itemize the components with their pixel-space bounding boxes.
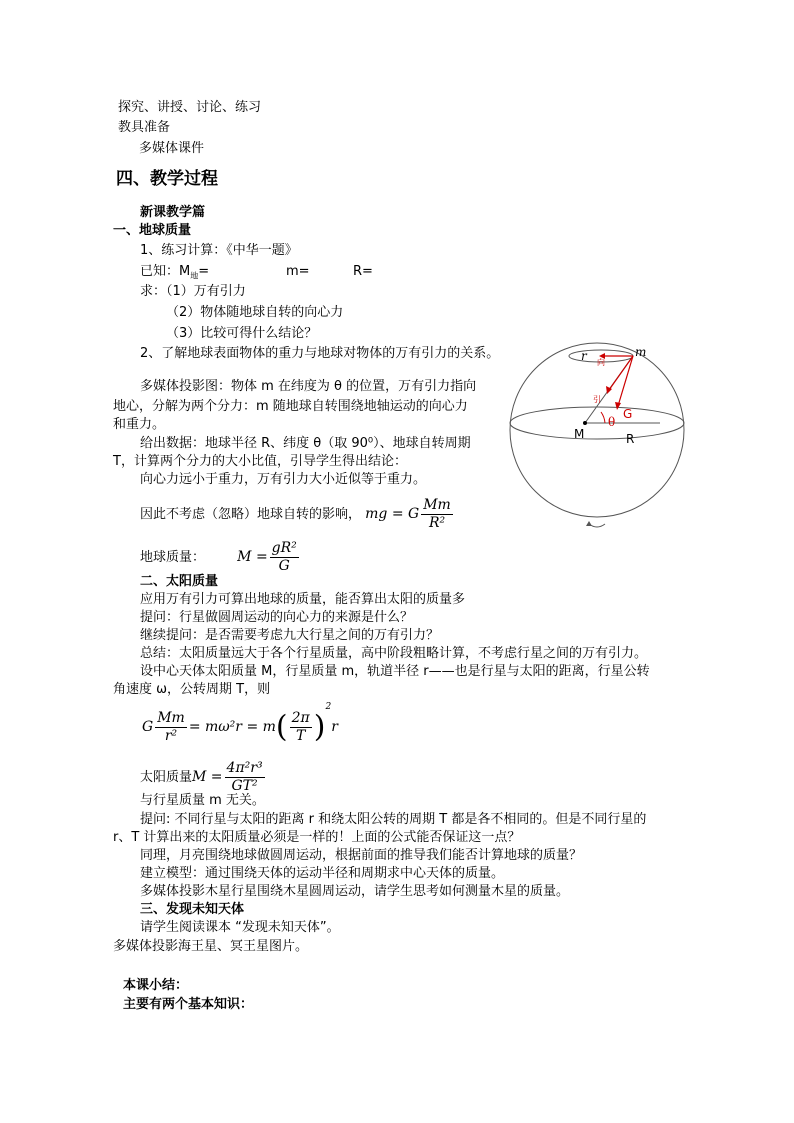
eq3-middle: = mω²r = m	[188, 719, 276, 735]
eq2-numerator: gR²	[271, 540, 297, 556]
sun-mass-line	[140, 760, 267, 795]
summary-subtitle: 主要有两个基本知识：	[123, 997, 254, 1012]
exercise-line: 1、练习计算：《中华一题》	[140, 243, 298, 258]
ask-line-2: （2）物体随地球自转的向心力	[166, 305, 344, 320]
part2-p3: 继续提问：是否需要考虑九大行星之间的万有引力？	[140, 628, 440, 643]
new-lesson-heading: 新课教学篇	[140, 205, 206, 220]
part2-p5b: 角速度 ω，公转周期 T，则	[113, 682, 271, 697]
eq1-fraction	[421, 497, 453, 532]
weight-arrowhead	[615, 402, 621, 410]
label-M: M	[574, 427, 585, 441]
eq3-end: r	[331, 719, 338, 735]
prep-title: 教具准备	[118, 120, 171, 135]
eq1-numerator: Mm	[423, 497, 451, 513]
label-r: r	[581, 349, 587, 363]
eq3-inner-numerator: 2π	[291, 709, 310, 726]
part2-p8: 同理，月亮围绕地球做圆周运动，根据前面的推导我们能否计算地球的质量？	[140, 848, 583, 863]
eq2-lhs: M =	[237, 549, 268, 565]
part2-p5a: 设中心天体太阳质量 M，行星质量 m，轨道半径 r——也是行星与太阳的距离，行星公转	[140, 664, 650, 679]
given-data-line-1: 给出数据：地球半径 R、纬度 θ（取 90⁰）、地球自转周期	[140, 436, 471, 451]
eq3-open-paren: (	[275, 709, 288, 745]
part3-p1: 请学生阅读课本 “发现未知天体”。	[140, 920, 340, 935]
equation-3	[142, 702, 338, 745]
given-sub: 地	[190, 271, 199, 281]
eq3-inner-fraction	[290, 710, 312, 745]
part2-p1: 应用万有引力可算出地球的质量，能否算出太阳的质量多	[140, 592, 466, 607]
eq3-fraction	[155, 710, 187, 745]
given-data-line-2: T，计算两个分力的大小比值，引导学生得出结论：	[113, 454, 407, 469]
rotation-arrowhead	[586, 521, 592, 526]
eq3-g: G	[142, 719, 154, 735]
part2-p2: 提问：行星做圆周运动的向心力的来源是什么？	[140, 610, 414, 625]
eq4-lhs: M =	[192, 769, 223, 785]
eq4-numerator: 4π²r³	[226, 760, 263, 776]
earth-mass-label: 地球质量：	[140, 550, 206, 565]
part1-title: 一、地球质量	[113, 223, 192, 238]
part2-p6: 与行星质量 m 无关。	[140, 793, 265, 808]
part2-title: 二、太阳质量	[140, 574, 219, 589]
part2-p9: 建立模型：通过围绕天体的运动半径和周期求中心天体的质量。	[140, 866, 505, 881]
item-2: 2、了解地球表面物体的重力与地球对物体的万有引力的关系。	[140, 346, 500, 361]
label-centripetal: 向	[597, 358, 605, 367]
given-eq: =	[198, 264, 210, 279]
part2-p10: 多媒体投影木星行星围绕木星圆周运动，请学生思考如何测量木星的质量。	[140, 884, 570, 899]
earth-circle	[510, 343, 684, 517]
ignore-text: 因此不考虑（忽略）地球自转的影响，	[140, 507, 362, 522]
ask-line-1: 求：（1）万有引力	[140, 284, 246, 299]
eq3-denominator: r²	[164, 727, 178, 744]
ask-line-3: （3）比较可得什么结论？	[166, 326, 318, 341]
given-m: m=	[286, 264, 310, 279]
eq1-denominator: R²	[428, 515, 446, 531]
eq2-denominator: G	[278, 558, 290, 574]
label-gravitation: 引	[593, 395, 601, 404]
earth-force-diagram	[505, 338, 685, 538]
label-m: m	[635, 345, 647, 359]
given-R: R=	[353, 264, 373, 279]
given-line	[140, 263, 373, 285]
projection-line-3: 和重力。	[113, 417, 166, 432]
eq3-exponent: 2	[325, 702, 332, 712]
part3-title: 三、发现未知天体	[140, 902, 245, 917]
eq2-fraction	[270, 540, 299, 575]
earth-mass-line	[140, 540, 301, 575]
theta-arc	[601, 412, 605, 423]
weight-arrow	[618, 356, 633, 406]
projection-line-2: 地心，分解为两个分力：m 随地球自转围绕地轴运动的向心力	[113, 399, 468, 414]
eq3-numerator: Mm	[157, 709, 185, 726]
sun-mass-label: 太阳质量	[140, 770, 193, 785]
conclusion-line: 向心力远小于重力，万有引力大小近似等于重力。	[140, 472, 427, 487]
part3-p2: 多媒体投影海王星、冥王星图片。	[113, 939, 309, 954]
projection-line-1: 多媒体投影图：物体 m 在纬度为 θ 的位置，万有引力指向	[140, 379, 477, 394]
part2-p7b: r、T 计算出来的太阳质量必须是一样的！上面的公式能否保证这一点？	[113, 830, 521, 845]
label-G: G	[623, 407, 633, 421]
ignore-rotation-line	[140, 497, 455, 532]
label-R: R	[626, 432, 635, 446]
part2-p4: 总结：太阳质量远大于各个行星质量，高中阶段粗略计算，不考虑行星之间的万有引力。	[140, 646, 648, 661]
eq3-close-paren: )	[313, 709, 326, 745]
eq1-lhs: mg = G	[365, 506, 420, 522]
earth-center-dot	[583, 421, 587, 425]
eq4-fraction	[225, 760, 265, 795]
part2-p7a: 提问: 不同行星与太阳的距离 r 和绕太阳公转的周期 T 都是各不相同的。但是不同行星的	[140, 812, 647, 827]
summary-title: 本课小结：	[123, 978, 189, 993]
eq3-inner-denominator: T	[296, 727, 306, 744]
given-label: 已知：M	[140, 264, 191, 279]
eq4-denominator: GT²	[231, 778, 258, 794]
teaching-methods: 探究、讲授、讨论、练习	[118, 100, 262, 115]
label-theta: θ	[608, 415, 616, 429]
prep-item: 多媒体课件	[139, 141, 205, 156]
section-title: 四、教学过程	[116, 169, 218, 189]
